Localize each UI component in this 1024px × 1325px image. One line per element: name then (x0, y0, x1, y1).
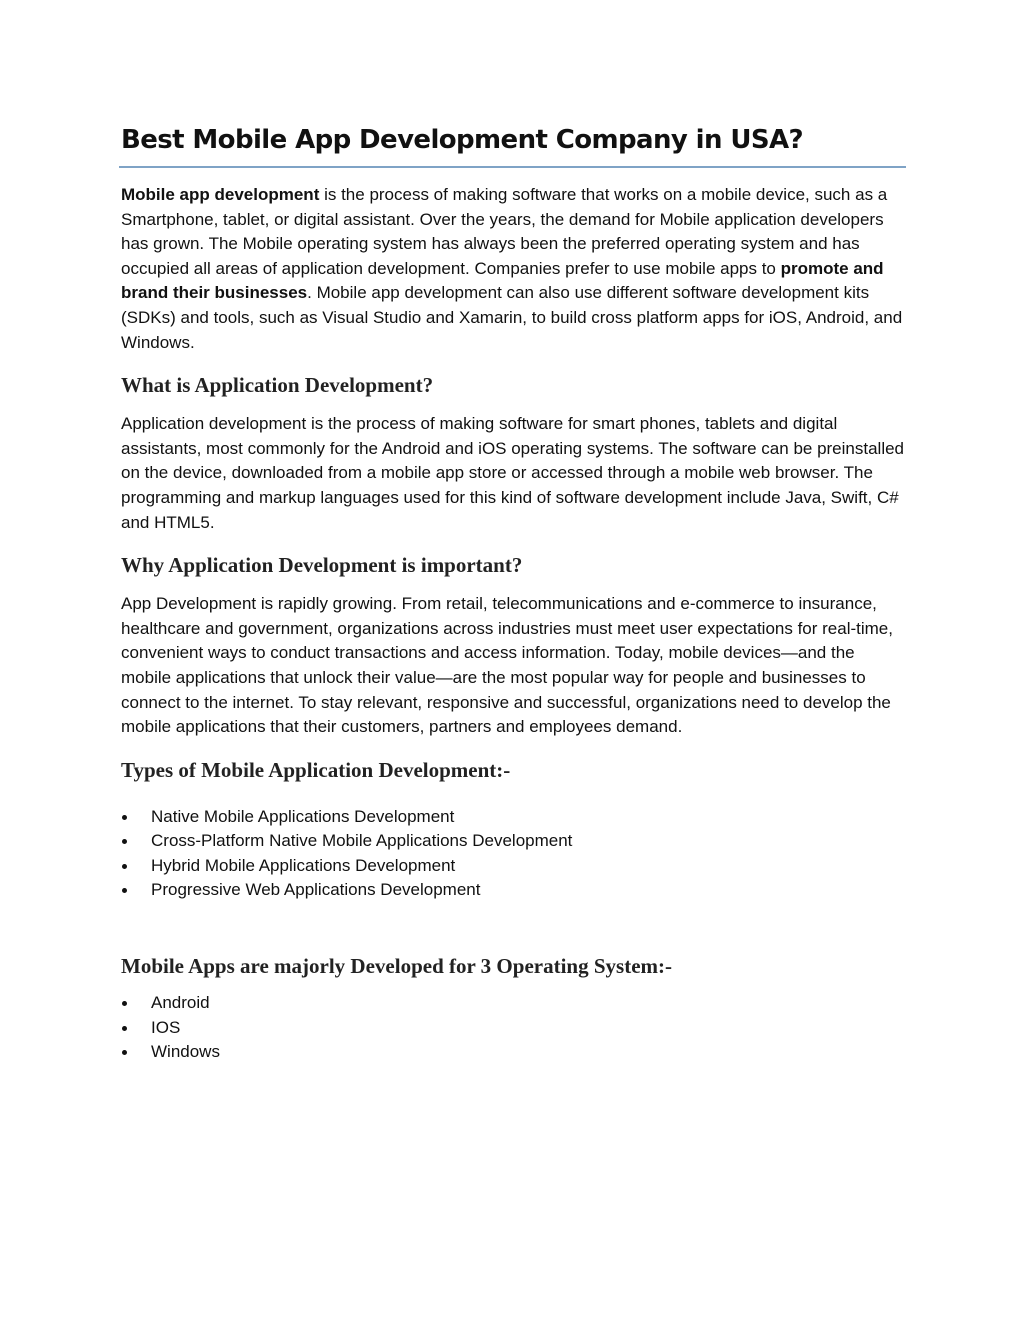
types-list (121, 805, 907, 903)
document-page (121, 120, 907, 1065)
intro-text-part-2: . Mobile app development can also use different software development kits (SDKs) and tools, such as Visual Studio and Xamarin, to build cross platform apps for iOS, Android, and Windows. (121, 283, 903, 352)
section-heading-operating-systems: Mobile Apps are majorly Developed for 3 Operating System:- (121, 954, 672, 979)
list-item: Hybrid Mobile Applications Development (121, 854, 907, 879)
section-paragraph-what-is: Application development is the process of making software for smart phones, tablets and digital assistants, most commonly for the Android and iOS operating systems. The software can be preinstalled on the device, downloaded from a mobile app store or accessed through a mobile web browser. The programming and markup languages used for this kind of software development include Java, Swift, C# and HTML5. (121, 414, 905, 532)
list-item: Progressive Web Applications Development (121, 878, 907, 903)
list-item: Android (121, 991, 907, 1016)
operating-systems-list (121, 991, 907, 1065)
title-underline-rule (119, 166, 906, 168)
section-heading-types: Types of Mobile Application Development:- (121, 757, 511, 782)
document-title: Best Mobile App Development Company in USA? (121, 125, 803, 155)
section-heading-what-is: What is Application Development? (121, 373, 434, 398)
intro-paragraph (121, 183, 907, 355)
list-item: Cross-Platform Native Mobile Applications Development (121, 829, 907, 854)
list-item: Windows (121, 1040, 907, 1065)
list-item: IOS (121, 1016, 907, 1041)
intro-bold-term: Mobile app development (121, 185, 320, 204)
list-item: Native Mobile Applications Development (121, 805, 907, 830)
intro-text-part-1: is the process of making software that works on a mobile device, such as a Smartphone, tablet, or digital assistant. Over the years, the demand for Mobile application developers has grown. The Mobile operating system has always been the preferred operating system and has occupied all areas of application development. Companies prefer to use mobile apps to (121, 185, 888, 278)
section-paragraph-why-important: App Development is rapidly growing. From retail, telecommunications and e-commerce to insurance, healthcare and government, organizations across industries must meet user expectations for real-time, convenient ways to conduct transactions and access information. Today, mobile devices—and the mobile applications that unlock their value—are the most popular way for people and businesses to connect to the internet. To stay relevant, responsive and successful, organizations need to develop the mobile applications that their customers, partners and employees demand. (121, 594, 893, 737)
intro-bold-phrase: promote and brand their businesses (121, 258, 884, 303)
section-heading-why-important: Why Application Development is important? (121, 553, 523, 578)
